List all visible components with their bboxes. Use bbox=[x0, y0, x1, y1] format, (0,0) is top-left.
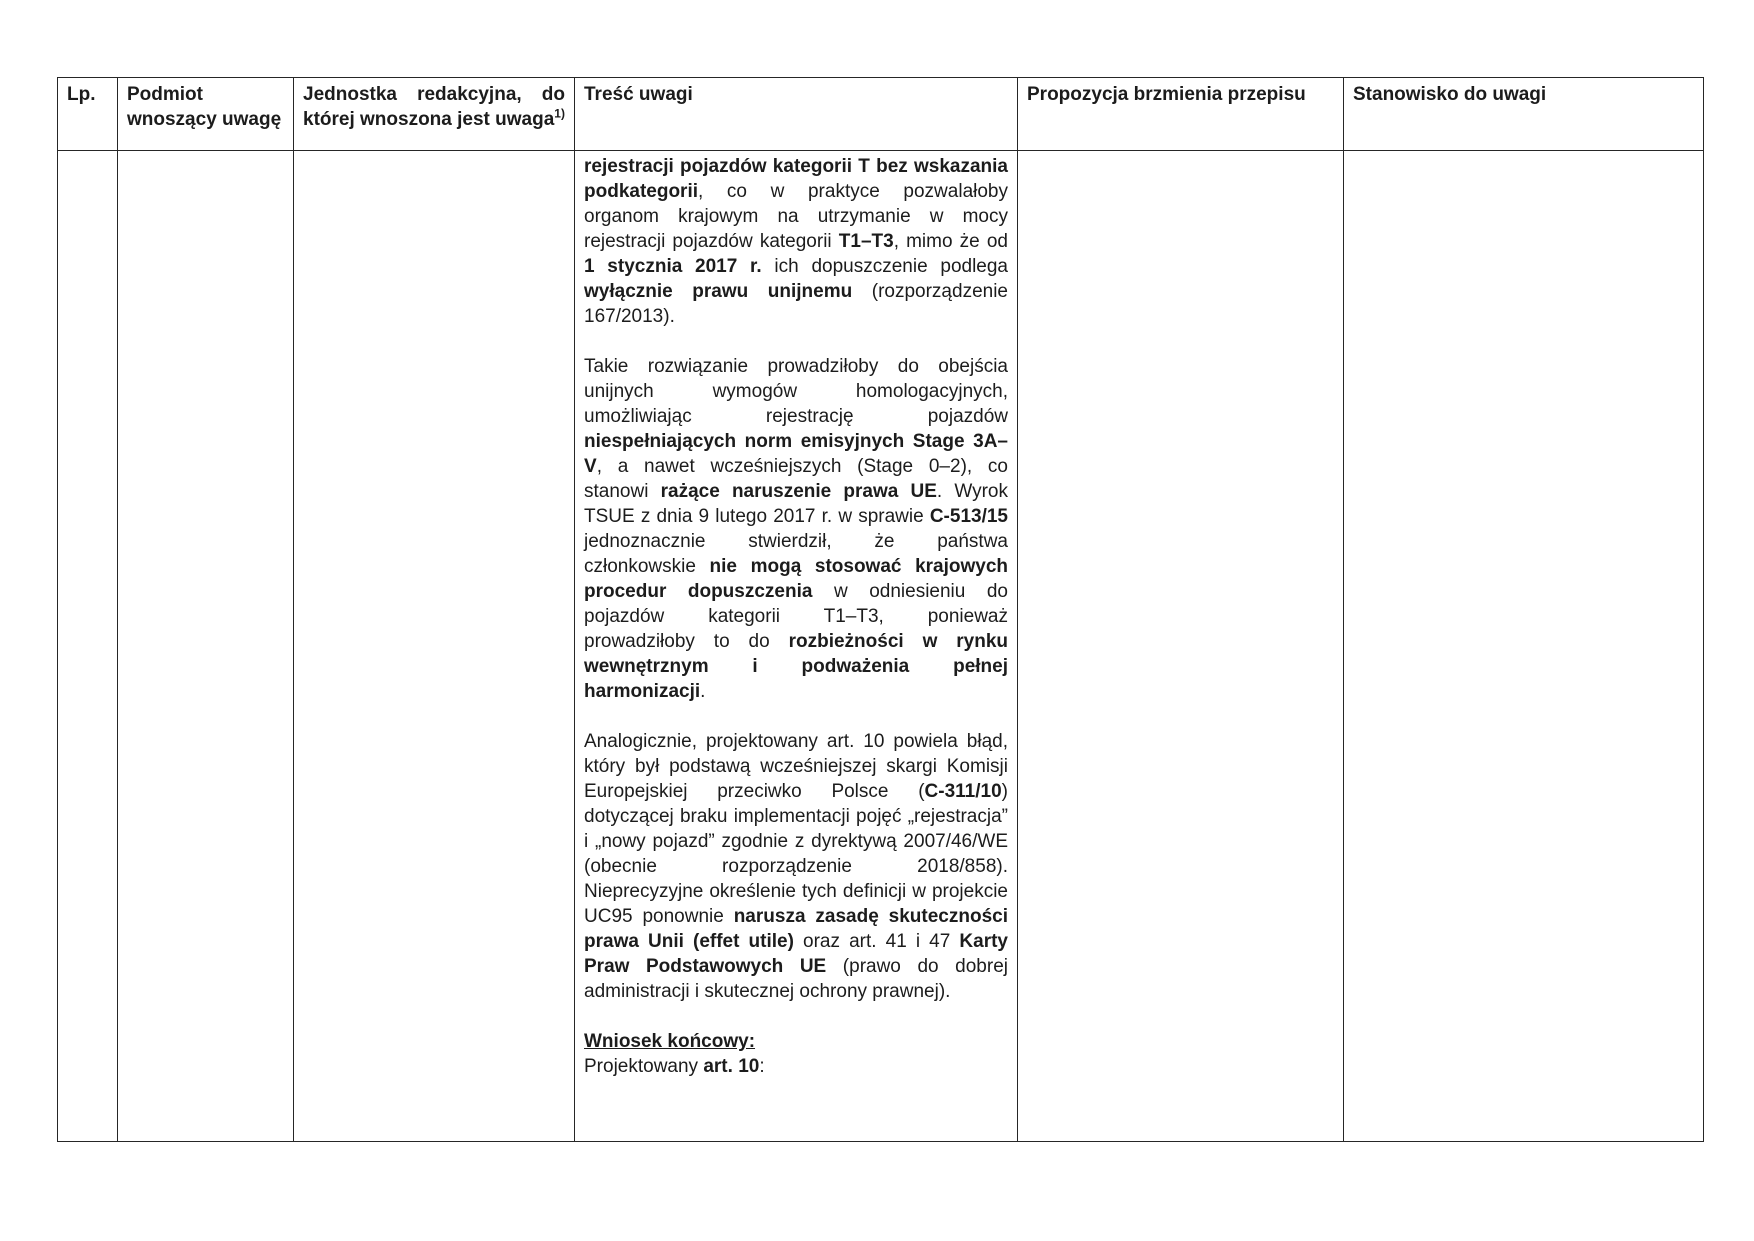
comment-paragraph bbox=[584, 729, 1008, 1004]
text-segment: niespełniających norm emisyjnych Stage 3A–V bbox=[584, 431, 1008, 477]
text-segment: w odniesieniu do pojazdów kategorii T1–T3, ponieważ prowadziłoby to do bbox=[584, 581, 1009, 652]
text-segment: rejestracji pojazdów kategorii T bez wskazania podkategorii bbox=[584, 156, 1008, 202]
text-segment: , mimo że od bbox=[893, 231, 1008, 252]
comment-paragraph bbox=[584, 1029, 1008, 1079]
footnote-marker: 1) bbox=[554, 106, 565, 121]
cell-podmiot bbox=[118, 151, 294, 1142]
table-header-row bbox=[58, 78, 1704, 151]
cell-lp bbox=[58, 151, 118, 1142]
header-tresc-uwagi: Treść uwagi bbox=[575, 78, 1018, 151]
cell-propozycja bbox=[1018, 151, 1344, 1142]
text-segment: T1–T3 bbox=[838, 231, 894, 252]
text-segment: , co w praktyce pozwalałoby organom krajowym na utrzymanie w mocy rejestracji pojazdów kategorii bbox=[584, 181, 1008, 252]
text-segment: C-513/15 bbox=[929, 506, 1008, 527]
comment-paragraph bbox=[584, 154, 1008, 329]
cell-jednostka bbox=[294, 151, 575, 1142]
text-segment: jednoznacznie stwierdził, że państwa członkowskie bbox=[584, 531, 1008, 577]
cell-stanowisko bbox=[1344, 151, 1704, 1142]
text-segment: , a nawet wcześniejszych (Stage 0–2), co stanowi bbox=[584, 456, 1008, 502]
header-jednostka-redakcyjna bbox=[294, 78, 575, 151]
text-segment: nie mogą stosować krajowych procedur dopuszczenia bbox=[584, 556, 1008, 602]
text-segment: C-311/10 bbox=[924, 781, 1002, 802]
text-segment: 1 stycznia 2017 r. bbox=[584, 256, 762, 277]
header-propozycja-brzmienia-przepisu: Propozycja brzmienia przepisu bbox=[1018, 78, 1344, 151]
table-row bbox=[58, 151, 1704, 1142]
text-segment: Wniosek końcowy: bbox=[584, 1031, 756, 1052]
text-segment: : bbox=[759, 1056, 765, 1077]
cell-tresc-uwagi bbox=[575, 151, 1018, 1142]
text-segment: (rozporządzenie 167/2013). bbox=[584, 281, 1008, 327]
header-jednostka-label: Jednostka redakcyjna, do której wnoszona jest uwaga bbox=[303, 84, 565, 130]
text-segment: (prawo do dobrej administracji i skutecznej ochrony prawnej). bbox=[584, 956, 1008, 1002]
header-lp: Lp. bbox=[58, 78, 118, 151]
text-segment: . bbox=[700, 681, 706, 702]
text-segment: Karty Praw Podstawowych UE bbox=[584, 931, 1008, 977]
text-segment: . Wyrok TSUE z dnia 9 lutego 2017 r. w sprawie bbox=[584, 481, 1008, 527]
text-segment: Projektowany bbox=[584, 1056, 704, 1077]
text-segment: art. 10 bbox=[703, 1056, 760, 1077]
text-segment: ich dopuszczenie podlega bbox=[761, 256, 1008, 277]
text-segment: Analogicznie, projektowany art. 10 powiela błąd, który był podstawą wcześniejszej skargi Komisji Europejskiej przeciwko Polsce ( bbox=[584, 731, 1008, 802]
text-segment: wyłącznie prawu unijnemu bbox=[584, 281, 853, 302]
header-podmiot-wnoszacy-uwage: Podmiot wnoszący uwagę bbox=[118, 78, 294, 151]
text-segment: rozbieżności w rynku wewnętrznym i podważenia pełnej harmonizacji bbox=[584, 631, 1008, 702]
text-segment: oraz art. 41 i 47 bbox=[793, 931, 960, 952]
comments-table bbox=[57, 77, 1704, 1142]
tresc-uwagi-content bbox=[584, 154, 1008, 1079]
header-stanowisko-do-uwagi: Stanowisko do uwagi bbox=[1344, 78, 1704, 151]
text-segment: narusza zasadę skuteczności prawa Unii (effet utile) bbox=[584, 906, 1008, 952]
comment-paragraph bbox=[584, 354, 1008, 704]
text-segment: rażące naruszenie prawa UE bbox=[660, 481, 937, 502]
text-segment: ) dotyczącej braku implementacji pojęć „rejestracja” i „nowy pojazd” zgodnie z dyrektywą 2007/46/WE (obecnie rozporządzenie 2018/858). Nieprecyzyjne określenie tych definicji w projekcie UC95 ponownie bbox=[584, 781, 1008, 927]
text-segment: Takie rozwiązanie prowadziłoby do obejścia unijnych wymogów homologacyjnych, umożliwiając rejestrację pojazdów bbox=[584, 356, 1008, 427]
